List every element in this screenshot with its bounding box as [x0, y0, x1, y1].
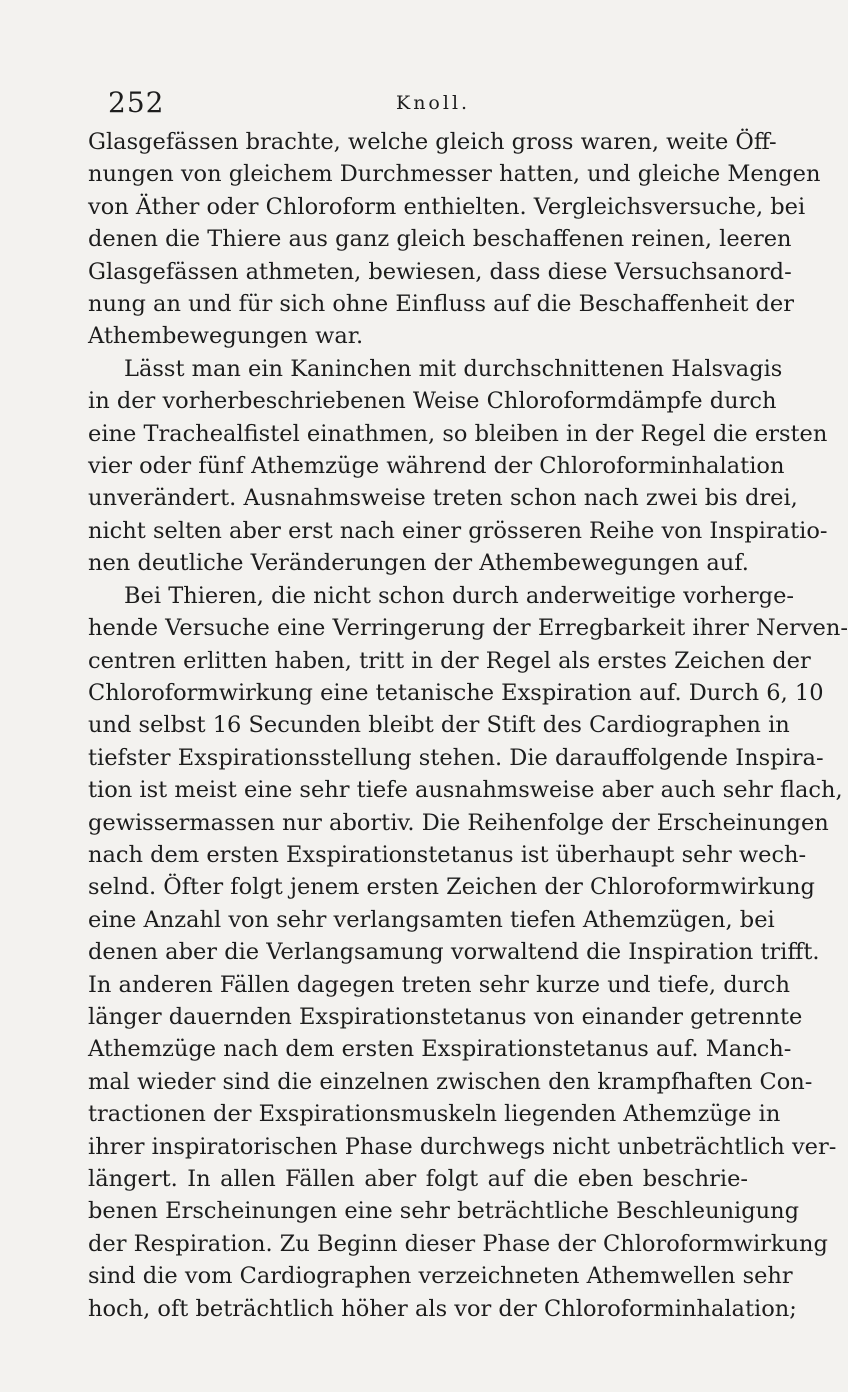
text-line: selnd. Öfter folgt jenem ersten Zeichen der Chloroformwirkung: [88, 874, 815, 901]
book-page: [88, 86, 848, 1325]
text-line: Chloroformwirkung eine tetanische Exspiration auf. Durch 6, 10: [88, 679, 824, 706]
body-text: [88, 126, 848, 1325]
text-line: länger dauernden Exspirationstetanus von einander getrennte: [88, 1003, 803, 1030]
text-line: Glasgefässen athmeten, bewiesen, dass diese Versuchsanord-: [88, 258, 792, 285]
text-line: der Respiration. Zu Beginn dieser Phase der Chloroformwirkung: [88, 1230, 828, 1257]
text-line: nen deutliche Veränderungen der Athembewegungen auf.: [88, 550, 749, 577]
text-line: gewissermassen nur abortiv. Die Reihenfolge der Erscheinungen: [88, 809, 829, 836]
text-line: nach dem ersten Exspirationstetanus ist überhaupt sehr wech-: [88, 841, 807, 868]
text-line: Glasgefässen brachte, welche gleich gross waren, weite Öff-: [88, 129, 777, 155]
text-line: von Äther oder Chloroform enthielten. Vergleichsversuche, bei: [88, 193, 806, 220]
text-line: Athembewegungen war.: [88, 323, 364, 350]
text-line: nicht selten aber erst nach einer grösseren Reihe von Inspiratio-: [88, 517, 828, 544]
text-line: Athemzüge nach dem ersten Exspirationstetanus auf. Manch-: [88, 1036, 792, 1063]
paragraph: [88, 126, 821, 353]
text-line: längert. In allen Fällen aber folgt auf die eben beschrie-: [88, 1166, 748, 1192]
text-line: nungen von gleichem Durchmesser hatten, und gleiche Mengen: [88, 161, 821, 188]
text-line: unverändert. Ausnahmsweise treten schon nach zwei bis drei,: [88, 485, 798, 512]
text-line: vier oder fünf Athemzüge während der Chloroforminhalation: [88, 453, 785, 480]
text-line: Lässt man ein Kaninchen mit durchschnittenen Halsvagis: [124, 355, 783, 382]
page-header: [88, 86, 748, 126]
text-line: mal wieder sind die einzelnen zwischen den krampfhaften Con-: [88, 1068, 813, 1095]
text-line: nung an und für sich ohne Einfluss auf die Beschaffenheit der: [88, 291, 795, 318]
page-number: 252: [108, 86, 165, 119]
text-line: tiefster Exspirationsstellung stehen. Die darauffolgende Inspira-: [88, 744, 824, 771]
text-line: benen Erscheinungen eine sehr beträchtliche Beschleunigung: [88, 1198, 800, 1225]
text-line: tion ist meist eine sehr tiefe ausnahmsweise aber auch sehr flach,: [88, 777, 843, 804]
text-line: denen aber die Verlangsamung vorwaltend die Inspiration trifft.: [88, 939, 820, 966]
text-line: in der vorherbeschriebenen Weise Chloroformdämpfe durch: [88, 388, 777, 415]
text-line: denen die Thiere aus ganz gleich beschaffenen reinen, leeren: [88, 226, 792, 253]
text-line: und selbst 16 Secunden bleibt der Stift des Cardiographen in: [88, 712, 790, 739]
text-line: In anderen Fällen dagegen treten sehr kurze und tiefe, durch: [88, 971, 790, 998]
text-line: eine Anzahl von sehr verlangsamten tiefen Athemzügen, bei: [88, 906, 775, 933]
running-title: Knoll.: [396, 92, 471, 114]
paragraph: [88, 580, 848, 1325]
text-line: Bei Thieren, die nicht schon durch anderweitige vorherge-: [124, 582, 794, 609]
text-line: centren erlitten haben, tritt in der Regel als erstes Zeichen der: [88, 647, 811, 674]
text-line: hoch, oft beträchtlich höher als vor der Chloroforminhalation;: [88, 1295, 797, 1322]
text-line: hende Versuche eine Verringerung der Erregbarkeit ihrer Nerven-: [88, 615, 848, 642]
text-line: sind die vom Cardiographen verzeichneten Athemwellen sehr: [88, 1263, 793, 1290]
paragraph: [88, 353, 828, 580]
text-line: eine Trachealfistel einathmen, so bleiben in der Regel die ersten: [88, 420, 828, 447]
text-line: tractionen der Exspirationsmuskeln liegenden Athemzüge in: [88, 1101, 781, 1128]
text-line: ihrer inspiratorischen Phase durchwegs nicht unbeträchtlich ver-: [88, 1133, 837, 1160]
